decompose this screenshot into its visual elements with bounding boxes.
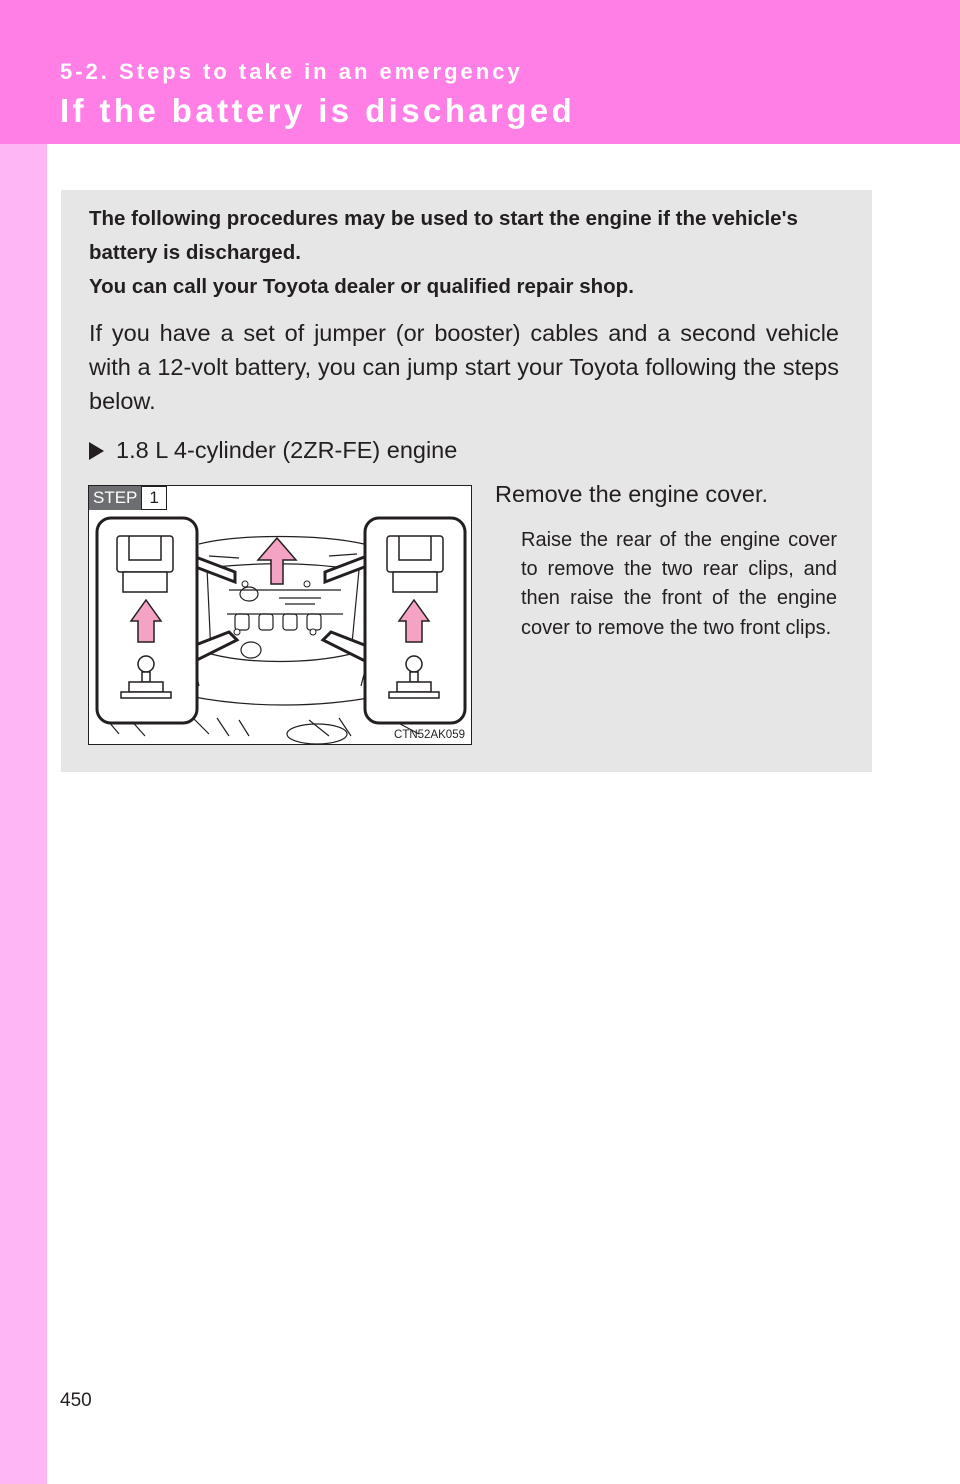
engine-heading [89, 434, 457, 466]
step-badge [89, 486, 167, 510]
page-title: If the battery is discharged [60, 92, 576, 129]
body-paragraph: If you have a set of jumper (or booster) cables and a second vehicle with a 12-volt battery, you can jump start your Toyota following the steps below. [89, 320, 839, 414]
section-label: 5-2. Steps to take in an emergency [60, 59, 523, 84]
step-description: Raise the rear of the engine cover to remove the two rear clips, and then raise the front of the engine cover to remove the two front clips. [521, 529, 837, 639]
intro-text [89, 202, 849, 304]
intro-line-1: The following procedures may be used to start the engine if the vehicle's battery is discharged. [89, 207, 798, 264]
figure-code: CTN52AK059 [394, 729, 465, 741]
engine-cover-illustration [88, 485, 472, 745]
triangle-bullet-icon [89, 442, 104, 460]
step-number: 1 [141, 486, 166, 510]
engine-heading-text: 1.8 L 4-cylinder (2ZR-FE) engine [116, 437, 458, 463]
left-edge-strip [0, 144, 47, 1484]
page-number: 450 [60, 1390, 92, 1411]
engine-cover-drawing [89, 486, 471, 744]
intro-line-2: You can call your Toyota dealer or qualified repair shop. [89, 275, 634, 298]
header-bar [0, 0, 960, 144]
step-label: STEP [89, 486, 141, 510]
step-title: Remove the engine cover. [495, 481, 769, 507]
